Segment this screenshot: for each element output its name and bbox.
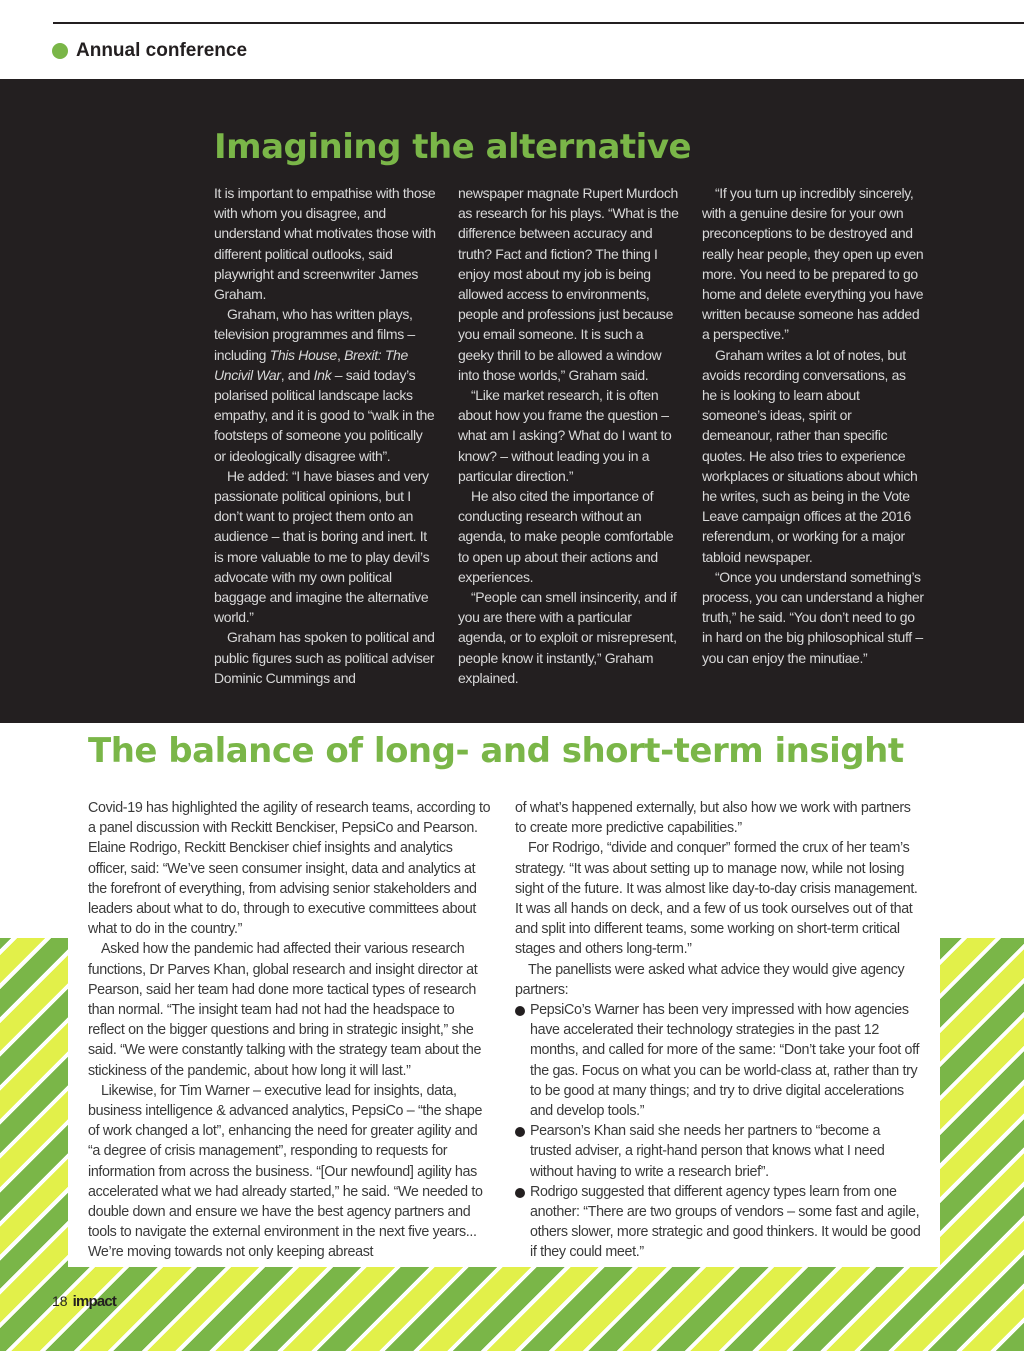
- paragraph: Graham writes a lot of notes, but avoids recording conversations, as he is looking to learn about someone’s ideas, spirit or demeanour, rather than specific quotes. He also tries to experience workplaces or situations about which he writes, such as being in the Vote Leave campaign offices at the 2016 referendum, or working for a major tabloid newspaper.: [702, 346, 918, 565]
- paragraph: The panellists were asked what advice they would give agency partners:: [515, 961, 905, 998]
- paragraph: of what’s happened externally, but also how we work with partners to create more predictive capabilities.”: [515, 800, 911, 837]
- section-label: Annual conference: [76, 40, 248, 61]
- column-1: [214, 183, 436, 688]
- list-item: PepsiCo’s Warner has been very impressed with how agencies have accelerated their technology strategies in the past 12 months, and called for more of the same: “Don’t take your foot off the gas. Focus on what you can be world-class at, rather than try to be good at many things; and try to drive digital accelerations and develop tools.”: [515, 1000, 923, 1121]
- section-tag: [52, 40, 247, 62]
- article-imagining: [0, 79, 1024, 723]
- paragraph: Graham has spoken to political and public figures such as political adviser Dominic Cummings and: [214, 629, 435, 686]
- article-balance: [68, 723, 940, 1267]
- brand-logo: impact: [72, 1293, 117, 1310]
- paragraph: Covid-19 has highlighted the agility of research teams, according to a panel discussion with Reckitt Benckiser, PepsiCo and Pearson. Elaine Rodrigo, Reckitt Benckiser chief insights and analytics officer, said: “We’ve seen consumer insight, data and analytics at the forefront of everything, from advising senior stakeholders and leaders about what to do, through to executive committees about what to do in the country.”: [88, 800, 491, 938]
- page-number: 18: [52, 1293, 68, 1309]
- column-2: [515, 798, 923, 1263]
- paragraph: Asked how the pandemic had affected their various research functions, Dr Parves Khan, global research and insight director at Pearson, said her team had done more tactical types of research than normal. “The insight team had not had the headspace to reflect on the bigger questions and bring in strategic insight,” she said. “We were constantly talking with the strategy team about the stickiness of the pandemic, about how long it will last.”: [88, 941, 482, 1079]
- paragraph: “Once you understand something’s process, you can understand a higher truth,” he said. “You don’t need to go in hard on the big philosophical stuff – you can enjoy the minutiae.”: [702, 568, 924, 666]
- page-footer: [52, 1293, 116, 1310]
- paragraph: “People can smell insincerity, and if you are there with a particular agenda, or to exploit or misrepresent, people know it instantly,” Graham explained.: [458, 589, 677, 686]
- green-dot-icon: [52, 43, 68, 59]
- paragraph: For Rodrigo, “divide and conquer” formed the crux of her team’s strategy. “It was about setting up to manage now, while not losing sight of the future. It was almost like day-to-day crisis management. It was all hands on deck, and a few of us took ourselves out of that and split into different teams, some working on short-term critical stages and others long-term.”: [515, 840, 918, 958]
- column-1: [88, 798, 492, 1263]
- article-title: The balance of long- and short-term insight: [88, 731, 904, 771]
- paragraph: “If you turn up incredibly sincerely, with a genuine desire for your own preconceptions to be destroyed and really hear people, they open up even more. You need to be prepared to go home and delete everything you have written because someone has added a perspective.”: [702, 185, 924, 343]
- list-item: Rodrigo suggested that different agency types learn from one another: “There are two groups of vendors – some fast and agile, others slower, more strategic and good thinkers. It would be good if they could meet.”: [515, 1182, 923, 1263]
- header-rule: [53, 22, 1024, 24]
- article-title: Imagining the alternative: [214, 127, 692, 167]
- paragraph: “Like market research, it is often about how you frame the question – what am I asking? What do I want to know? – without leading you in a particular direction.”: [458, 387, 672, 484]
- paragraph: He added: “I have biases and very passionate political opinions, but I don’t want to project them onto an audience – that is boring and inert. It is more valuable to me to play devil’s advocate with my own political baggage and imagine the alternative world.”: [214, 467, 430, 626]
- paragraph: Graham, who has written plays, television programmes and films – including This House, Brexit: The Uncivil War, and Ink – said today’s polarised political landscape lacks empathy, and it is good to “walk in the footsteps of someone you politically or ideologically disagree with”.: [214, 306, 435, 464]
- paragraph: newspaper magnate Rupert Murdoch as research for his plays. “What is the difference between accuracy and truth? Fact and fiction? The thing I enjoy most about my job is being allowed access to environments, people and professions just because you email someone. It is such a geeky thrill to be allowed a window into those worlds,” Graham said.: [458, 185, 679, 383]
- column-3: [702, 183, 924, 668]
- paragraph: Likewise, for Tim Warner – executive lead for insights, data, business intelligence & advanced analytics, PepsiCo – “the shape of work changed a lot”, enhancing the need for greater agility and “a degree of crisis management”, responding to requests for information from across the business. “[Our newfound] agility has accelerated what we had already started,” he said. “We needed to double down and ensure we have the best agency partners and tools to navigate the external environment in the next five years... We’re moving towards not only keeping abreast: [88, 1082, 483, 1261]
- list-item: Pearson’s Khan said she needs her partners to “become a trusted adviser, a right-hand person that knows what I need without having to write a research brief”.: [515, 1121, 923, 1182]
- column-2: [458, 183, 680, 688]
- paragraph: It is important to empathise with those with whom you disagree, and understand what motivates those with different political outlooks, said playwright and screenwriter James Graham.: [214, 185, 436, 303]
- paragraph: He also cited the importance of conducting research without an agenda, to make people comfortable to open up about their actions and experiences.: [458, 488, 674, 585]
- advice-list: [515, 1000, 923, 1263]
